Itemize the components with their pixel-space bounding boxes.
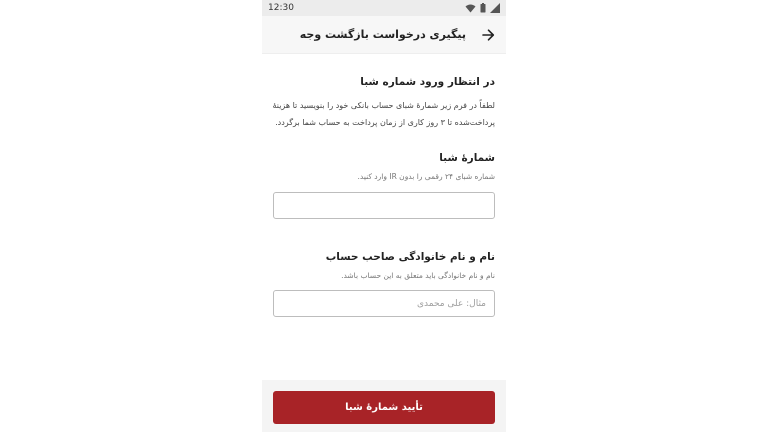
section-title: در انتظار ورود شماره شبا [360, 76, 495, 88]
battery-icon [480, 3, 486, 13]
status-time: 12:30 [268, 3, 294, 13]
form-content [262, 76, 506, 317]
app-bar [262, 16, 506, 54]
arrow-right-icon[interactable] [480, 27, 496, 43]
intro-text: لطفاً در فرم زیر شمارهٔ شبای حساب بانکی خود را بنویسید تا هزینهٔ پرداخت‌شده تا ۳ روز کاری از زمان پرداخت به حساب شما برگردد. [272, 101, 495, 127]
wifi-icon [465, 4, 476, 13]
phone-screen [262, 0, 506, 432]
status-bar [262, 0, 506, 16]
sheba-label: شمارهٔ شبا [439, 152, 495, 164]
sheba-input[interactable] [273, 192, 495, 219]
page-title: پیگیری درخواست بازگشت وجه [299, 28, 466, 41]
account-holder-hint: نام و نام خانوادگی باید متعلق به این حساب باشد. [341, 271, 495, 280]
account-holder-label: نام و نام خانوادگی صاحب حساب [325, 251, 495, 263]
sheba-hint: شماره شبای ۲۴ رقمی را بدون IR وارد کنید. [357, 172, 495, 181]
footer-bar [262, 380, 506, 432]
signal-icon [490, 3, 500, 13]
status-icons [465, 3, 500, 13]
account-holder-input[interactable] [273, 290, 495, 317]
confirm-sheba-button[interactable]: تأیید شمارهٔ شبا [273, 391, 495, 424]
